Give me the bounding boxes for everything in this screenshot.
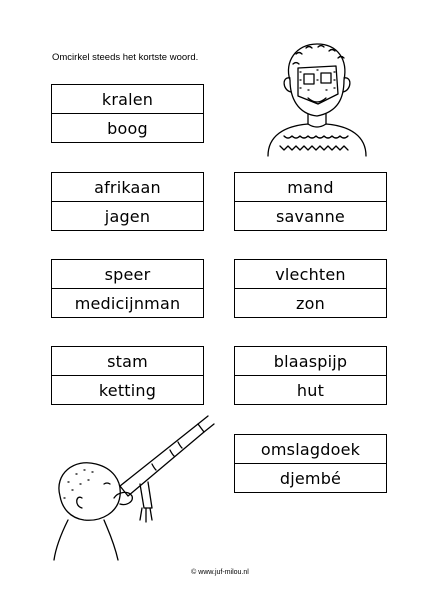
word-option[interactable]: boog bbox=[107, 118, 148, 138]
word-option[interactable]: jagen bbox=[104, 206, 151, 226]
word-pair-8 bbox=[234, 434, 387, 493]
word-option[interactable]: medicijnman bbox=[74, 293, 181, 313]
word-option[interactable]: ketting bbox=[98, 380, 157, 400]
word-pair-2 bbox=[51, 172, 204, 231]
word-pair-7 bbox=[234, 346, 387, 405]
word-option[interactable]: djembé bbox=[279, 468, 342, 488]
word-option[interactable]: afrikaan bbox=[52, 173, 203, 202]
word-option[interactable]: speer bbox=[52, 260, 203, 289]
word-pair-6 bbox=[51, 346, 204, 405]
word-option[interactable]: mand bbox=[235, 173, 386, 202]
instruction-text: Omcirkel steeds het kortste woord. bbox=[52, 52, 199, 63]
word-pair-3 bbox=[234, 172, 387, 231]
word-option[interactable]: omslagdoek bbox=[235, 435, 386, 464]
word-option[interactable]: zon bbox=[296, 293, 325, 313]
word-option[interactable]: savanne bbox=[276, 206, 345, 226]
word-pair-1 bbox=[51, 84, 204, 143]
word-pair-4 bbox=[51, 259, 204, 318]
masked-man-illustration bbox=[262, 40, 372, 158]
blowpipe-man-illustration bbox=[48, 412, 218, 562]
word-option[interactable]: blaaspijp bbox=[235, 347, 386, 376]
word-option[interactable]: stam bbox=[52, 347, 203, 376]
word-option[interactable]: hut bbox=[296, 380, 325, 400]
copyright-footer: © www.juf-milou.nl bbox=[191, 569, 249, 576]
word-pair-5 bbox=[234, 259, 387, 318]
word-option[interactable]: kralen bbox=[52, 85, 203, 114]
word-option[interactable]: vlechten bbox=[235, 260, 386, 289]
